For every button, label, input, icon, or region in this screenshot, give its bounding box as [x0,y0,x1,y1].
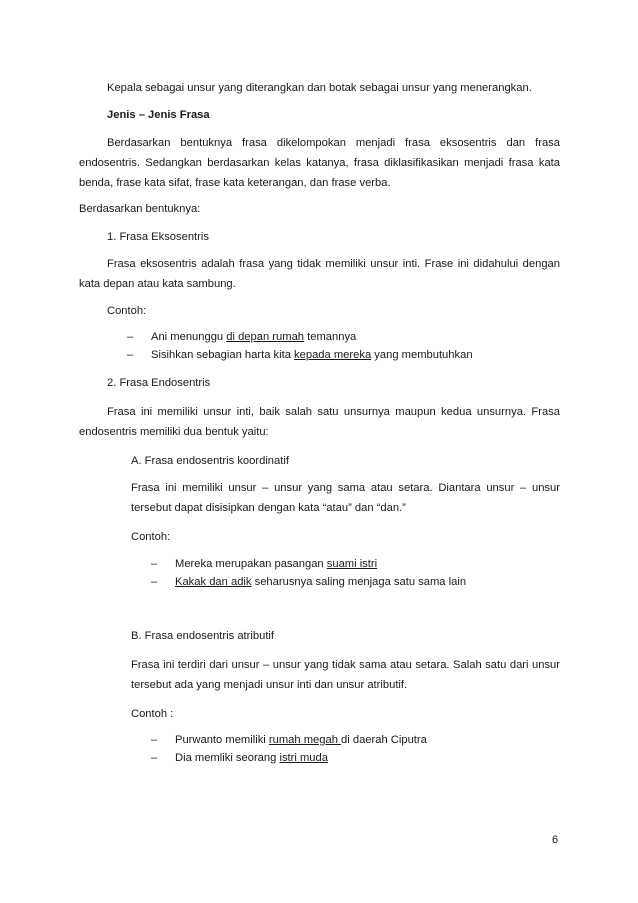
list-item: – Ani menunggu di depan rumah temannya [127,331,357,343]
heading-endosentris: 2. Frasa Endosentris [107,377,211,389]
list-item: – Mereka merupakan pasangan suami istri [151,558,378,570]
contoh-label-3: Contoh : [131,708,174,720]
heading-eksosentris: 1. Frasa Eksosentris [107,231,209,243]
heading-koordinatif: A. Frasa endosentris koordinatif [131,455,289,467]
example-list-1 [127,328,473,364]
heading-atributif: B. Frasa endosentris atributif [131,630,275,642]
example-list-3 [151,731,427,767]
section-heading: Jenis – Jenis Frasa [107,109,210,121]
example-list-2 [151,555,466,591]
list-item: – Kakak dan adik seharusnya saling menjaga satu sama lain [151,576,467,588]
contoh-label-2: Contoh: [131,531,171,543]
list-item: – Dia memliki seorang istri muda [151,752,328,764]
paragraph-intro: Kepala sebagai unsur yang diterangkan dan botak sebagai unsur yang menerangkan. [107,82,532,94]
paragraph-bentuk: Berdasarkan bentuknya frasa dikelompokan menjadi frasa eksosentris dan frasa endosentris. Sedangkan berdasarkan kelas katanya, frasa diklasifikasikan menjadi frasa kata benda, frase kata sifat, frase kata keterangan, dan frase verba. [79,137,560,189]
list-item: – Purwanto memiliki rumah megah di daerah Ciputra [151,734,427,746]
page-number: 6 [552,834,559,846]
contoh-label-1: Contoh: [107,305,147,317]
paragraph-berdasarkan: Berdasarkan bentuknya: [79,203,201,215]
paragraph-endosentris: Frasa ini memiliki unsur inti, baik salah satu unsurnya maupun kedua unsurnya. Frasa endosentris memiliki dua bentuk yaitu: [79,406,560,438]
paragraph-eksosentris: Frasa eksosentris adalah frasa yang tidak memiliki unsur inti. Frase ini didahului dengan kata depan atau kata sambung. [79,258,560,290]
paragraph-atributif: Frasa ini terdiri dari unsur – unsur yang tidak sama atau setara. Salah satu dari unsur tersebut ada yang menjadi unsur inti dan unsur atributif. [131,659,560,691]
list-item: – Sisihkan sebagian harta kita kepada mereka yang membutuhkan [127,349,473,361]
paragraph-koordinatif: Frasa ini memiliki unsur – unsur yang sama atau setara. Diantara unsur – unsur tersebut dapat disisipkan dengan kata “atau” dan “dan.” [131,482,560,514]
